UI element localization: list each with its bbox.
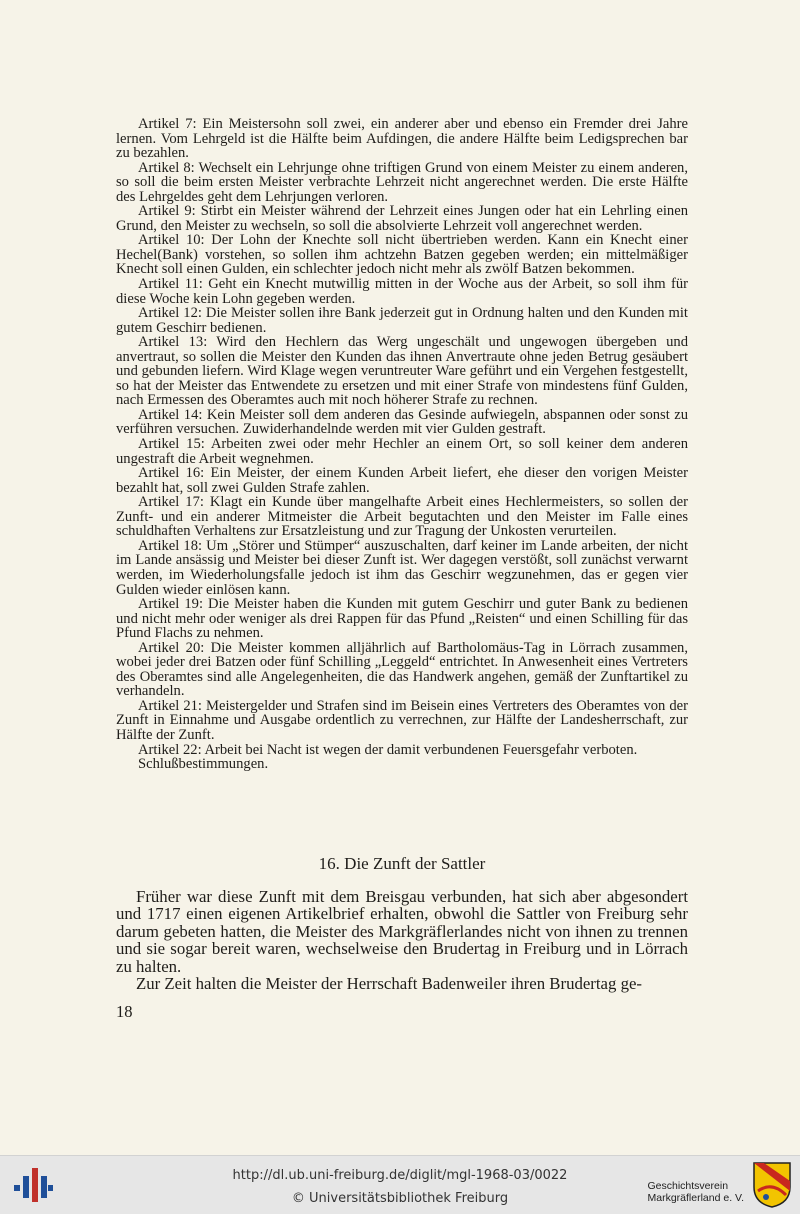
article-15: Artikel 15: Arbeiten zwei oder mehr Hechler an einem Ort, so soll keiner dem anderen ungestraft die Arbeit wegnehmen. <box>116 436 688 467</box>
society-name <box>648 1180 745 1204</box>
article-19: Artikel 19: Die Meister haben die Kunden mit gutem Geschirr und guter Bank zu bedienen und nicht mehr oder weniger als drei Rappen für das Pfund „Reisten“ und einen Schilling für das Pfund Flachs zu nehmen. <box>116 596 688 642</box>
article-17: Artikel 17: Klagt ein Kunde über mangelhafte Arbeit eines Hechlermeisters, so sollen der Zunft- und ein anderer Mitmeister die Arbeit begutachten und den Meister im Falle eines schuldhaften Verhaltens zur Ersatzleistung und zur Tragung der Unkosten verurteilen. <box>116 494 688 540</box>
article-9: Artikel 9: Stirbt ein Meister während der Lehrzeit eines Jungen oder hat ein Lehrling einen Grund, den Meister zu wechseln, so soll die absolvierte Lehrzeit voll angerechnet werden. <box>116 203 688 234</box>
section-paragraph: Früher war diese Zunft mit dem Breisgau verbunden, hat sich aber abgesondert und 1717 einen eigenen Artikelbrief erhalten, obwohl die Sattler von Freiburg sehr darum gebeten hatten, die Meister des Markgräflerlandes nicht von ihnen zu trennen und sie sogar bereit waren, wechselweise den Brudertag in Freiburg und in Lörrach zu halten. <box>116 887 688 976</box>
article-16: Artikel 16: Ein Meister, der einem Kunden Arbeit liefert, ehe dieser den vorigen Meister bezahlt hat, soll zwei Gulden Strafe zahlen. <box>116 465 688 496</box>
article-7: Artikel 7: Ein Meistersohn soll zwei, ein anderer aber und ebenso ein Fremder drei Jahre lernen. Vom Lehrgeld ist die Hälfte beim Aufdingen, die andere Hälfte beim Ledigsprechen bar zu bezahlen. <box>116 116 688 162</box>
section-title: 16. Die Zunft der Sattler <box>318 854 486 873</box>
article-12: Artikel 12: Die Meister sollen ihre Bank jederzeit gut in Ordnung halten und den Kunden mit gutem Geschirr bedienen. <box>116 305 688 336</box>
society-name-line: Markgräflerland e. V. <box>647 1192 744 1204</box>
coat-of-arms-icon[interactable] <box>752 1161 792 1209</box>
article-14: Artikel 14: Kein Meister soll dem anderen das Gesinde aufwiegeln, abspannen oder sonst zu verführen versuchen. Zuwiderhandelnde werden mit vier Gulden gestraft. <box>116 406 688 438</box>
section-paragraph: Zur Zeit halten die Meister der Herrschaft Badenweiler ihren Brudertag ge- <box>136 974 643 994</box>
article-10: Artikel 10: Der Lohn der Knechte soll nicht übertrieben werden. Kann ein Knecht einer Hechel(Bank) vorstehen, so sollen ihm achtzehn Batzen gegeben werden; ein mittelmäßiger Knecht soll einen Gulden, ein schlechter jedoch nicht mehr als zwölf Batzen bekommen. <box>116 232 688 278</box>
article-8: Artikel 8: Wechselt ein Lehrjunge ohne triftigen Grund von einem Meister zu einem anderen, so soll die beim ersten Meister verbrachte Lehrzeit nicht angerechnet werden. Die erste Hälfte des Lehrgeldes geht dem Lehrjungen verloren. <box>116 159 688 205</box>
society-name-line: Geschichtsverein <box>647 1180 729 1192</box>
permalink-url[interactable]: http://dl.ub.uni-freiburg.de/diglit/mgl-1968-03/0022 <box>232 1168 568 1183</box>
page-number: 18 <box>116 1002 133 1021</box>
article-22: Artikel 22: Arbeit bei Nacht ist wegen der damit verbundenen Feuersgefahr verboten. <box>138 741 638 758</box>
article-18: Artikel 18: Um „Störer und Stümper“ auszuschalten, darf keiner im Lande arbeiten, der nicht im Lande ansässig und Meister bei dieser Zunft ist. Wer dagegen verstößt, soll zunächst verwarnt werden, im Wiederholungsfalle jedoch ist ihm das Geschirr wegzunehmen, das er gegen vier Gulden wieder einlösen kann. <box>116 537 688 598</box>
article-13: Artikel 13: Wird den Hechlern das Werg ungeschält und ungewogen übergeben und anvertraut, so sollen die Meister den Kunden das ihnen Anvertraute ohne jeden Betrug gesäubert und gebunden liefern. Wird Klage wegen veruntreuter Ware geführt und ein Vergehen festgestellt, so hat der Meister das Entwendete zu ersetzen und mit einer Strafe von mindestens fünf Gulden, nach Ermessen des Oberamtes auch mit noch höherer Strafe zu rechnen. <box>116 334 688 409</box>
copyright-notice: © Universitätsbibliothek Freiburg <box>291 1191 509 1206</box>
article-11: Artikel 11: Geht ein Knecht mutwillig mitten in der Woche aus der Arbeit, so soll ihm für diese Woche kein Lohn gegeben werden. <box>116 276 688 307</box>
article-21: Artikel 21: Meistergelder und Strafen sind im Beisein eines Vertreters des Oberamtes von der Zunft in Einnahme und Ausgabe ordentlich zu verrechnen, zur Hälfte der Landesherrschaft, zur Hälfte der Zunft. <box>116 697 688 743</box>
viewer-footer <box>0 1155 800 1214</box>
section-body <box>116 888 688 992</box>
article-20: Artikel 20: Die Meister kommen alljährlich auf Bartholomäus-Tag in Lörrach zusammen, wobei jeder drei Batzen oder fünf Schilling „Leggeld“ entrichtet. In Anwesenheit eines Vertreters des Oberamtes sind alle Angelegenheiten, die das Handwerk angehen, gemäß der Zunftartikel zu verhandeln. <box>116 639 688 700</box>
articles-block <box>116 117 688 772</box>
closing-note: Schlußbestimmungen. <box>138 756 269 773</box>
